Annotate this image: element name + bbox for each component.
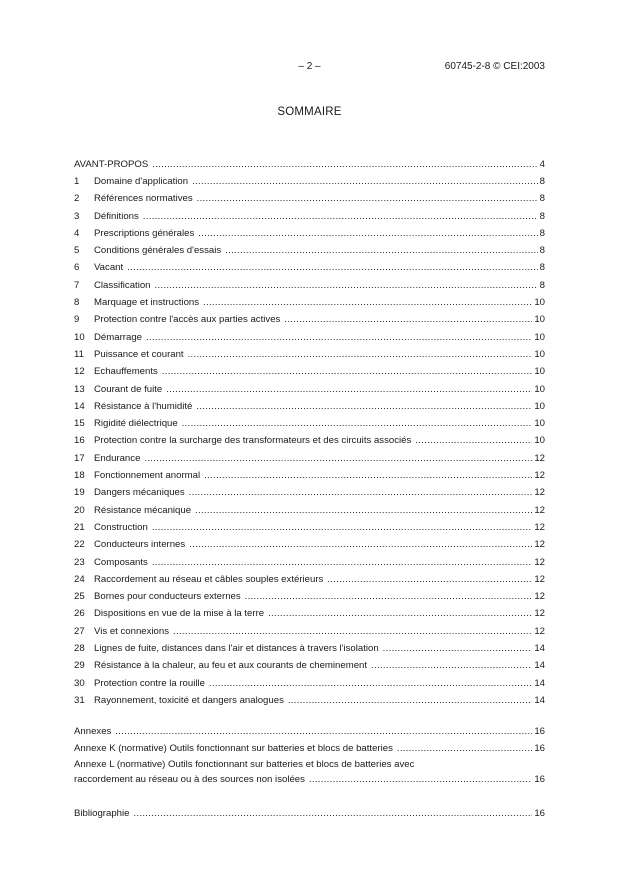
toc-entry-label: Annexes (74, 726, 112, 737)
toc-entry[interactable] (74, 467, 545, 484)
toc-entry-number: 16 (74, 432, 94, 449)
toc-entry-label: Endurance (94, 452, 141, 464)
toc-entry[interactable] (74, 208, 545, 225)
toc-entry-page: 8 (538, 259, 545, 276)
toc-entry-number: 2 (74, 190, 94, 207)
toc-entry-label: Démarrage (94, 331, 142, 343)
toc-entry[interactable] (74, 484, 545, 501)
toc-entry-label: Dispositions en vue de la mise à la terre (94, 608, 265, 620)
toc-entry-number: 13 (74, 381, 94, 398)
toc-entry-number: 3 (74, 208, 94, 225)
toc-entry-label: Rigidité diélectrique (94, 418, 178, 430)
toc-entry[interactable] (74, 398, 545, 415)
toc-entry-number: 26 (74, 605, 94, 622)
toc-entry-page: 4 (538, 156, 545, 173)
toc-entry-label: Marquage et instructions (94, 297, 200, 309)
toc-entry[interactable] (74, 605, 545, 622)
toc-entry[interactable] (74, 225, 545, 242)
toc-entry-page: 10 (532, 329, 545, 346)
toc-entry-label-line1: Annexe L (normative) Outils fonctionnant sur batteries et blocs de batteries avec (74, 758, 415, 770)
toc-entry-label: Classification (94, 279, 151, 291)
toc-entry-number: 15 (74, 415, 94, 432)
toc-entry-label: Dangers mécaniques (94, 487, 185, 499)
toc-entry[interactable] (74, 432, 545, 449)
toc-entry-label: Rayonnement, toxicité et dangers analogues (94, 694, 284, 706)
toc-entry-number: 25 (74, 588, 94, 605)
toc-entry-page: 14 (532, 675, 545, 692)
toc-entry-page: 12 (532, 605, 545, 622)
toc-entry-label: Vis et connexions (94, 625, 170, 637)
toc-entry-number: 30 (74, 675, 94, 692)
toc-entry-page: 10 (532, 311, 545, 328)
toc-entry-foreword[interactable] (74, 156, 545, 173)
toc-bibliography (74, 805, 545, 822)
toc-entry-page: 8 (538, 277, 545, 294)
toc-entry-label-line2: raccordement au réseau ou à des sources non isolées (74, 773, 305, 785)
toc-entry-label: Puissance et courant (94, 348, 184, 360)
toc-entry-number: 9 (74, 311, 94, 328)
toc-entry[interactable] (74, 190, 545, 207)
toc-entry-number: 5 (74, 242, 94, 259)
toc-entry-number: 8 (74, 294, 94, 311)
toc-entry-number: 12 (74, 363, 94, 380)
toc-entry-number: 19 (74, 484, 94, 501)
toc-entry[interactable] (74, 450, 545, 467)
toc-entry[interactable] (74, 415, 545, 432)
toc-entry[interactable] (74, 294, 545, 311)
toc-entry-page: 10 (532, 415, 545, 432)
toc-entry-page: 12 (532, 502, 545, 519)
toc-entry-label: Bibliographie (74, 808, 130, 819)
toc-entry-label: AVANT-PROPOS (74, 159, 149, 170)
toc-entry-number: 14 (74, 398, 94, 415)
toc-entry-page: 8 (538, 225, 545, 242)
toc-entry-page: 16 (532, 771, 545, 788)
toc-entry-label: Bornes pour conducteurs externes (94, 591, 241, 603)
toc-entry-page: 12 (532, 467, 545, 484)
toc-entry[interactable] (74, 675, 545, 692)
toc-entry-number: 23 (74, 554, 94, 571)
toc-entry-annexes[interactable] (74, 723, 545, 740)
toc-entry-label: Résistance à la chaleur, au feu et aux courants de cheminement (94, 660, 368, 672)
toc-entry-number: 18 (74, 467, 94, 484)
toc-entry[interactable] (74, 623, 545, 640)
toc-entry-number: 20 (74, 502, 94, 519)
toc-entry[interactable] (74, 311, 545, 328)
toc-entry-page: 10 (532, 294, 545, 311)
toc-entry[interactable] (74, 502, 545, 519)
toc-entry-label: Raccordement au réseau et câbles souples extérieurs (94, 573, 324, 585)
toc-entry-label: Conducteurs internes (94, 539, 186, 551)
page-title: SOMMAIRE (277, 106, 342, 118)
toc-entry-label: Domaine d'application (94, 176, 189, 187)
toc-entry-label: Définitions (94, 210, 139, 222)
document-reference: 60745-2-8 © CEI:2003 (444, 61, 545, 72)
toc-entry-number: 4 (74, 225, 94, 242)
toc-entry-page: 12 (532, 519, 545, 536)
toc-entry[interactable] (74, 381, 545, 398)
toc-entry-label: Lignes de fuite, distances dans l'air et distances à travers l'isolation (94, 643, 379, 655)
toc-entry-number: 6 (74, 259, 94, 276)
toc-entry[interactable] (74, 588, 545, 605)
toc-entry-number: 17 (74, 450, 94, 467)
toc-entry-page: 16 (532, 723, 545, 740)
toc-entry-label: Prescriptions générales (94, 227, 195, 239)
page-number: – 2 – (298, 61, 321, 72)
toc-entry-page: 10 (532, 398, 545, 415)
toc-entry-bibliography[interactable] (74, 805, 545, 822)
toc-entry-page: 12 (532, 588, 545, 605)
toc-entry-number: 27 (74, 623, 94, 640)
toc-entry-number: 7 (74, 277, 94, 294)
toc-annexes (74, 723, 545, 792)
toc-entry-number: 1 (74, 173, 94, 190)
toc-entry[interactable] (74, 242, 545, 259)
toc-entry-label: Vacant (94, 262, 124, 274)
toc-entry[interactable] (74, 173, 545, 190)
toc-entry-page: 8 (538, 208, 545, 225)
toc-entry-label: Protection contre la surcharge des transformateurs et des circuits associés (94, 435, 412, 447)
toc-entry[interactable] (74, 519, 545, 536)
toc-entry-label: Composants (94, 556, 148, 568)
toc-entry-label: Echauffements (94, 366, 158, 378)
toc-entry-page: 12 (532, 623, 545, 640)
toc-entry[interactable] (74, 536, 545, 553)
toc-entry-label: Résistance mécanique (94, 504, 192, 516)
toc-entry-page: 10 (532, 381, 545, 398)
toc-entry-page: 12 (532, 571, 545, 588)
toc-entry-page: 16 (532, 805, 545, 822)
toc-sections (74, 173, 545, 709)
toc-entry-number: 24 (74, 571, 94, 588)
toc-entry-page: 14 (532, 692, 545, 709)
toc-entry[interactable] (74, 329, 545, 346)
toc-entry[interactable] (74, 259, 545, 276)
toc-entry[interactable] (74, 640, 545, 657)
toc-entry-page: 10 (532, 346, 545, 363)
toc-entry-page: 12 (532, 536, 545, 553)
toc-entry-number: 29 (74, 657, 94, 674)
toc-entry-number: 22 (74, 536, 94, 553)
toc-entry-number: 11 (74, 346, 94, 363)
toc-entry[interactable] (74, 277, 545, 294)
toc-entry-annex-k[interactable] (74, 740, 545, 757)
toc-entry-label: Références normatives (94, 193, 193, 205)
toc-entry-label: Fonctionnement anormal (94, 470, 201, 482)
toc-entry-number: 21 (74, 519, 94, 536)
toc-entry-page: 16 (532, 740, 545, 757)
toc-entry-page: 12 (532, 554, 545, 571)
toc-entry[interactable] (74, 363, 545, 380)
toc-entry-number: 31 (74, 692, 94, 709)
toc-entry[interactable] (74, 554, 545, 571)
toc-entry[interactable] (74, 692, 545, 709)
toc-entry[interactable] (74, 571, 545, 588)
toc-entry-page: 8 (538, 173, 545, 190)
toc-entry-label: Protection contre la rouille (94, 677, 205, 689)
toc-entry-page: 12 (532, 450, 545, 467)
toc-entry-page: 8 (538, 242, 545, 259)
toc-entry-page: 14 (532, 657, 545, 674)
toc-entry-page: 10 (532, 432, 545, 449)
toc-entry-label: Protection contre l'accès aux parties actives (94, 314, 281, 326)
toc-entry-page: 14 (532, 640, 545, 657)
toc-entry-label: Conditions générales d'essais (94, 245, 222, 257)
toc-entry-label: Courant de fuite (94, 383, 163, 395)
toc-entry-page: 8 (538, 190, 545, 207)
toc-entry[interactable] (74, 346, 545, 363)
toc-entry-label: Construction (94, 521, 148, 533)
toc-entry-page: 12 (532, 484, 545, 501)
toc-entry-number: 28 (74, 640, 94, 657)
toc-entry-label: Résistance à l'humidité (94, 400, 193, 412)
toc-entry-annex-l[interactable] (74, 758, 545, 792)
toc-entry-label: Annexe K (normative) Outils fonctionnant sur batteries et blocs de batteries (74, 743, 393, 755)
toc-entry-number: 10 (74, 329, 94, 346)
toc-foreword (74, 156, 545, 173)
toc-entry-page: 10 (532, 363, 545, 380)
toc-entry[interactable] (74, 657, 545, 674)
